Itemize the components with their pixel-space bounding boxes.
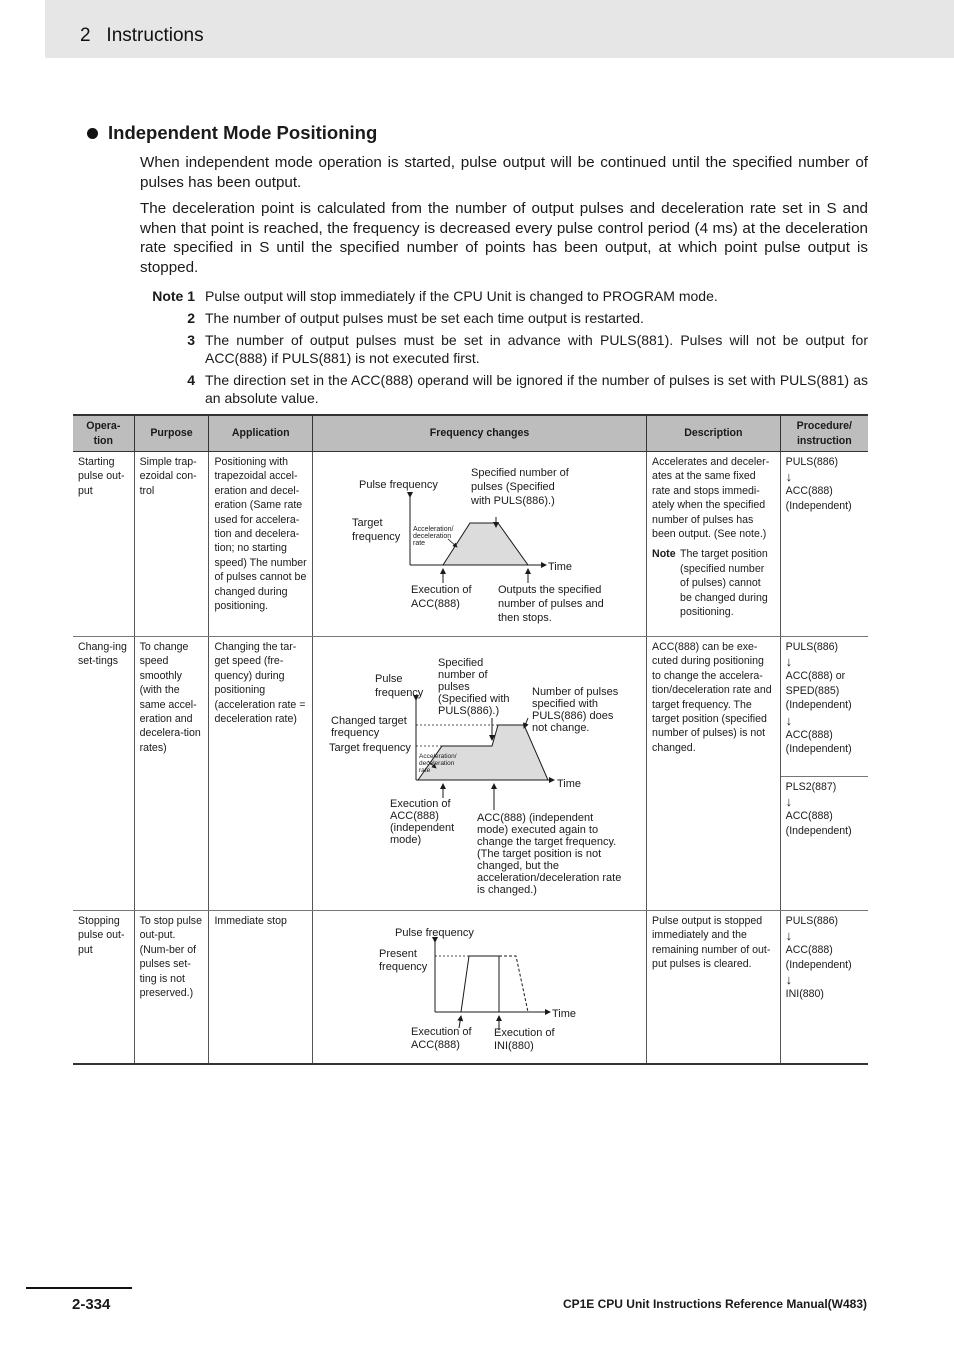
cell-purpose: To change speed smoothly (with the same accel-eration and decelera-tion rates) bbox=[134, 637, 209, 911]
cell-purpose: To stop pulse out-put. (Num-ber of pulses set-ting is not preserved.) bbox=[134, 911, 209, 1065]
cell-frequency-diagram bbox=[313, 911, 647, 1065]
label-pulse-frequency: Pulse frequency bbox=[395, 927, 474, 939]
procedure-step: ACC(888) (Independent) bbox=[785, 810, 852, 837]
label-exec-acc: Execution of bbox=[411, 584, 472, 596]
cell-application: Changing the tar-get speed (fre-quency) during positioning (acceleration rate = deceleration rate) bbox=[209, 637, 313, 911]
note-text: Pulse output will stop immediately if the CPU Unit is changed to PROGRAM mode. bbox=[205, 288, 718, 304]
label-pulse-frequency: frequency bbox=[375, 687, 424, 699]
page-number: 2-334 bbox=[72, 1296, 111, 1313]
description-note bbox=[652, 547, 775, 619]
section-title: Independent Mode Positioning bbox=[108, 122, 378, 143]
manual-title: CP1E CPU Unit Instructions Reference Manual(W483) bbox=[562, 1297, 867, 1311]
down-arrow-icon: ↓ bbox=[785, 794, 793, 810]
procedure-step: ACC(888) (Independent) bbox=[785, 728, 852, 756]
cell-frequency-diagram bbox=[313, 452, 647, 637]
note-item bbox=[140, 371, 868, 407]
note-text: The direction set in the ACC(888) operand will be ignored if the number of pulses is set with PULS(881) as an absolute value. bbox=[205, 372, 868, 406]
label-exec-acc: Execution of bbox=[390, 798, 451, 810]
cell-application: Immediate stop bbox=[209, 911, 313, 1065]
paragraph-1: When independent mode operation is started, pulse output will be continued until the specified number of pulses has been output. bbox=[140, 154, 868, 191]
label-acc-rate: Acceleration/ bbox=[413, 526, 454, 533]
cell-procedure bbox=[780, 911, 868, 1065]
label-exec-acc: ACC(888) bbox=[411, 598, 460, 610]
section-heading bbox=[87, 122, 377, 144]
label-changed-target: frequency bbox=[331, 727, 380, 739]
header-description: Description bbox=[647, 415, 781, 452]
label-exec-acc: ACC(888) bbox=[390, 810, 439, 822]
label-acc-rate: Acceleration/ bbox=[419, 753, 457, 760]
procedure-step: ACC(888) (Independent) bbox=[785, 485, 852, 512]
down-arrow-icon: ↓ bbox=[785, 972, 793, 988]
trapezoid-shape bbox=[443, 523, 528, 565]
label-acc-rate: deceleration bbox=[413, 533, 452, 540]
instructions-table bbox=[73, 414, 868, 1065]
label-exec-ini: Execution of bbox=[494, 1027, 555, 1039]
label-number-unchanged: specified with bbox=[532, 698, 599, 710]
label-acc-again: (The target position is not bbox=[477, 848, 602, 860]
label-number-unchanged: PULS(886) does bbox=[532, 710, 614, 722]
chapter-header bbox=[80, 25, 204, 47]
cell-description bbox=[647, 452, 781, 637]
label-target-frequency: Target frequency bbox=[329, 742, 411, 754]
header-frequency-changes: Frequency changes bbox=[313, 415, 647, 452]
bullet-icon bbox=[87, 128, 98, 139]
diagram-stopping-pulse bbox=[318, 914, 641, 1060]
label-pulse-frequency: Pulse frequency bbox=[359, 479, 438, 491]
note-item bbox=[140, 309, 868, 327]
label-target-frequency: frequency bbox=[352, 531, 401, 543]
label-time: Time bbox=[557, 778, 582, 790]
down-arrow-icon: ↓ bbox=[785, 928, 793, 944]
label-target-frequency: Target bbox=[352, 517, 383, 529]
procedure-step: PLS2(887) bbox=[785, 781, 837, 793]
cell-operation: Chang-ing set-tings bbox=[73, 637, 134, 911]
procedure-step: ACC(888) (Independent) bbox=[785, 944, 852, 971]
label-acc-again: ACC(888) (independent bbox=[477, 812, 594, 824]
note-label: Note 1 bbox=[152, 288, 195, 304]
label-acc-again: is changed.) bbox=[477, 884, 537, 896]
label-acc-rate: rate bbox=[413, 540, 426, 547]
label-present-frequency: frequency bbox=[379, 961, 428, 973]
label-specified-pulses: Specified number of bbox=[471, 467, 569, 479]
label-time: Time bbox=[552, 1008, 577, 1020]
label-outputs: number of pulses and bbox=[498, 598, 604, 610]
table-row bbox=[73, 911, 868, 1065]
label-specified-pulses: pulses (Specified bbox=[471, 481, 555, 493]
label-acc-again: change the target frequency. bbox=[477, 836, 617, 848]
header-procedure: Procedure/ instruction bbox=[780, 415, 868, 452]
label-present-frequency: Present bbox=[379, 948, 417, 960]
table-row bbox=[73, 452, 868, 637]
cell-operation: Starting pulse out-put bbox=[73, 452, 134, 637]
procedure-step: INI(880) bbox=[785, 988, 824, 1001]
label-acc-rate: rate bbox=[419, 767, 431, 774]
label-exec-acc: (independent bbox=[390, 822, 455, 834]
down-arrow-icon: ↓ bbox=[785, 712, 793, 728]
header-application: Application bbox=[209, 415, 313, 452]
cell-procedure bbox=[780, 452, 868, 637]
chapter-number: 2 bbox=[80, 25, 91, 46]
label-acc-again: mode) executed again to bbox=[477, 824, 599, 836]
note-item bbox=[140, 331, 868, 367]
cell-description: Pulse output is stopped immediately and the remaining number of out-put pulses is cleared. bbox=[647, 911, 781, 1065]
label-specified-pulses: number of bbox=[438, 669, 488, 681]
label-exec-ini: INI(880) bbox=[494, 1040, 534, 1052]
note-label: 2 bbox=[187, 310, 195, 326]
description-note-label: Note bbox=[652, 548, 676, 561]
label-exec-acc: mode) bbox=[390, 834, 422, 846]
paragraph-2: The deceleration point is calculated from the number of output pulses and deceleration rate set in S and when that point is reached, the frequency is decreased every pulse control period (4 ms) at the deceleration rate specified in S until the specified number of points has been output, at which point pulse output is stopped. bbox=[140, 200, 868, 276]
procedure-step: PULS(886) bbox=[785, 915, 839, 927]
label-specified-pulses: with PULS(886).) bbox=[471, 495, 555, 507]
description-text: Accelerates and deceler-ates at the same fixed rate and stops immedi-ately when the specified number of pulses has been output. (See note.) bbox=[652, 456, 770, 541]
procedure-group bbox=[781, 777, 868, 841]
header-purpose: Purpose bbox=[134, 415, 209, 452]
label-specified-pulses: PULS(886).) bbox=[438, 705, 500, 717]
down-arrow-icon: ↓ bbox=[785, 654, 793, 670]
label-number-unchanged: not change. bbox=[532, 722, 590, 734]
label-specified-pulses: pulses bbox=[438, 681, 470, 693]
cell-operation: Stopping pulse out-put bbox=[73, 911, 134, 1065]
cell-frequency-diagram bbox=[313, 637, 647, 911]
cell-purpose: Simple trap-ezoidal con-trol bbox=[134, 452, 209, 637]
stop-profile bbox=[461, 956, 499, 1012]
label-outputs: then stops. bbox=[498, 612, 552, 624]
cell-procedure bbox=[780, 637, 868, 911]
chapter-title: Instructions bbox=[106, 25, 204, 46]
label-time: Time bbox=[548, 561, 573, 573]
table-header-row bbox=[73, 415, 868, 452]
label-acc-again: changed, but the bbox=[477, 860, 560, 872]
footer-rule bbox=[26, 1287, 132, 1289]
note-text: The number of output pulses must be set in advance with PULS(881). Pulses will not be output for ACC(888) if PULS(881) is not executed first. bbox=[205, 332, 868, 366]
label-changed-target: Changed target bbox=[331, 715, 407, 727]
label-outputs: Outputs the specified bbox=[498, 584, 602, 596]
procedure-group bbox=[781, 637, 868, 777]
header-operation: Opera-tion bbox=[73, 415, 134, 452]
note-label: 3 bbox=[187, 332, 195, 348]
label-acc-rate: deceleration bbox=[419, 760, 455, 767]
note-label: 4 bbox=[187, 372, 195, 388]
notes-list bbox=[140, 287, 868, 411]
procedure-step: PULS(886) bbox=[785, 641, 839, 653]
description-note-text: The target position (specified number of pulses) cannot be changed during positioning. bbox=[680, 548, 768, 619]
label-number-unchanged: Number of pulses bbox=[532, 686, 619, 698]
cell-application: Positioning with trapezoidal accel-eration and decel-eration (Same rate used for accelera-tion and decelera-tion; no starting speed) The number of pulses cannot be changed during positioning. bbox=[209, 452, 313, 637]
label-specified-pulses: (Specified with bbox=[438, 693, 510, 705]
note-text: The number of output pulses must be set each time output is restarted. bbox=[205, 310, 644, 326]
table-row bbox=[73, 637, 868, 911]
procedure-step: PULS(886) bbox=[785, 456, 839, 468]
label-exec-acc: ACC(888) bbox=[411, 1039, 460, 1051]
procedure-step: ACC(888) or SPED(885) (Independent) bbox=[785, 670, 852, 712]
note-item bbox=[140, 287, 868, 305]
diagram-changing-settings bbox=[318, 640, 641, 907]
label-exec-acc: Execution of bbox=[411, 1026, 472, 1038]
label-pulse-frequency: Pulse bbox=[375, 673, 403, 685]
label-specified-pulses: Specified bbox=[438, 657, 484, 669]
label-acc-again: acceleration/deceleration rate bbox=[477, 872, 622, 884]
down-arrow-icon: ↓ bbox=[785, 469, 793, 485]
cell-description: ACC(888) can be exe-cuted during positioning to change the accelera-tion/deceleration rate and target frequency. The target position (specified number of pulses) is not changed. bbox=[647, 637, 781, 911]
diagram-start-pulse bbox=[318, 455, 641, 633]
